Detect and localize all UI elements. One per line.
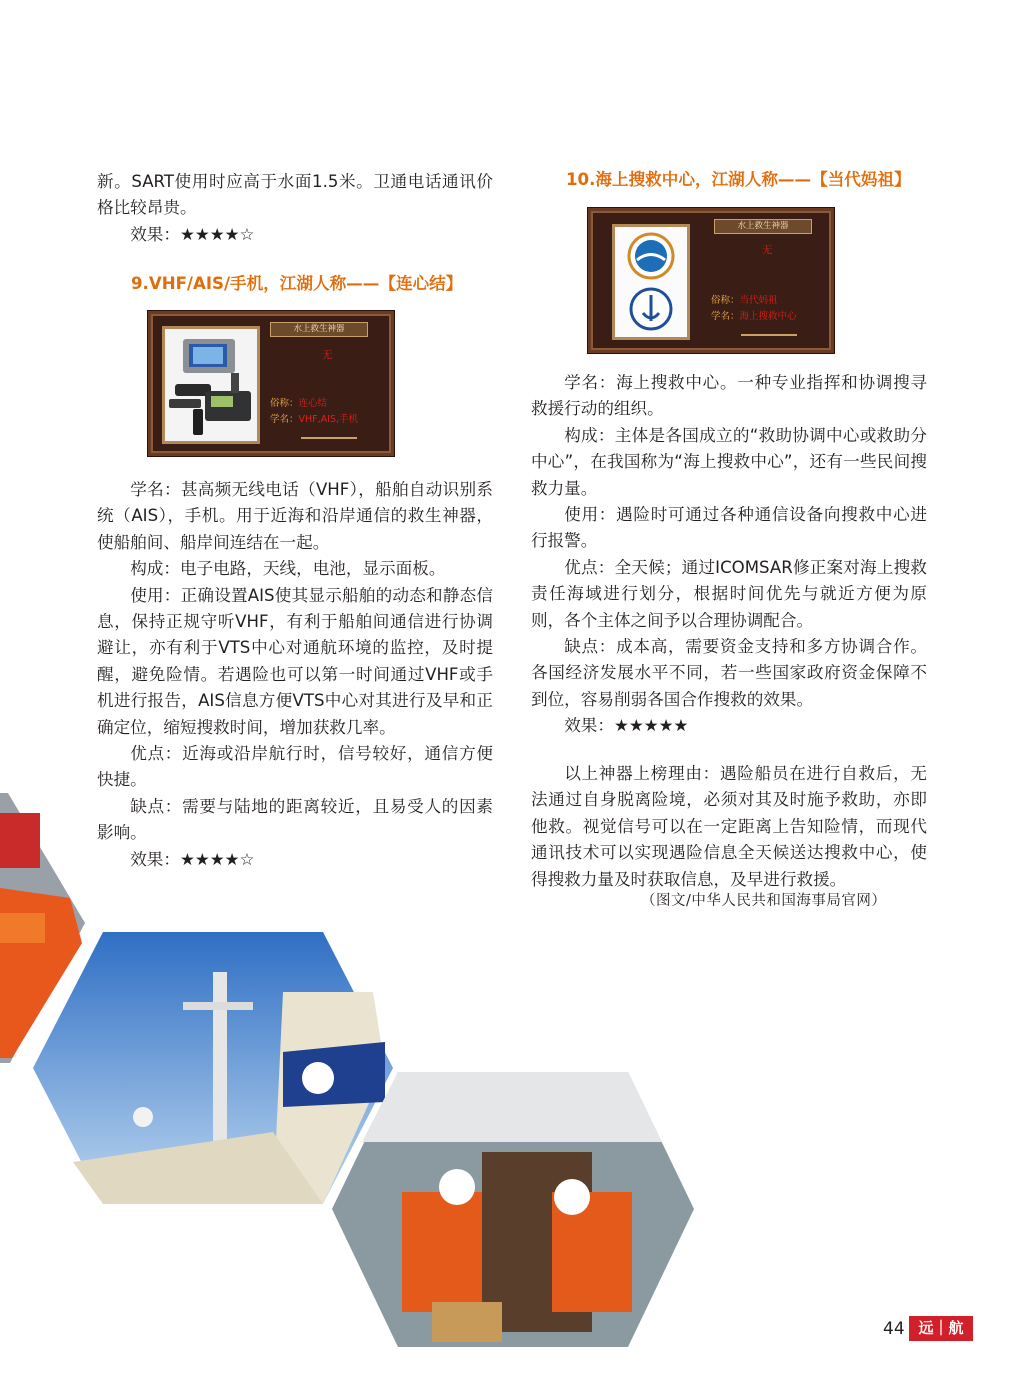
card-9-red-mark: 无 xyxy=(322,349,333,361)
paragraph: 构成：主体是各国成立的“救助协调中心或救助分中心”，在我国称为“海上搜救中心”，还有一些民间搜救力量。 xyxy=(531,425,927,498)
radio-devices-photo xyxy=(162,326,260,444)
card-10-ornament xyxy=(741,334,797,336)
card-9-sign: 水上救生神器 xyxy=(270,322,368,337)
page-number: 44 xyxy=(883,1319,905,1339)
left-body xyxy=(97,477,493,873)
paragraph: 缺点：需要与陆地的距离较近，且易受人的因素影响。 xyxy=(97,796,493,843)
card-9-name: 学名：VHF,AIS,手机 xyxy=(270,414,358,425)
card-10-alias: 俗称：当代妈祖 xyxy=(711,295,778,306)
paragraph: 使用：遇险时可通过各种通信设备向搜救中心进行报警。 xyxy=(531,505,927,551)
paragraph: 构成：电子电路，天线，电池，显示面板。 xyxy=(130,559,446,579)
paragraph: 使用：正确设置AIS使其显示船舶的动态和静态信息，保持正规守听VHF，有利于船舶间通信进行协调避让，亦有利于VTS中心对通航环境的监控，及时提醒，避免险情。若遇险也可以第一时间通过VHF或手机进行报告，AIS信息方便VTS中心对其进行及早和正确定位，缩短搜救时间，增加获救几率。 xyxy=(97,585,493,737)
conclusion-block xyxy=(531,761,927,893)
section-10-title: 10.海上搜救中心，江湖人称——【当代妈祖】 xyxy=(566,170,911,189)
card-10-name: 学名：海上搜救中心 xyxy=(711,311,797,322)
image-credit: （图文/中华人民共和国海事局官网） xyxy=(641,893,887,909)
logos-photo xyxy=(612,224,690,340)
msa-logo-icon xyxy=(615,227,687,337)
card-10-sign: 水上救生神器 xyxy=(714,219,812,234)
crew-deck-photo xyxy=(332,1072,694,1347)
card-9-ornament xyxy=(301,437,357,439)
card-9-illustration xyxy=(148,311,394,456)
magazine-logo: 远｜航 xyxy=(909,1316,973,1341)
left-column xyxy=(97,169,493,248)
paragraph: 优点：全天候；通过ICOMSAR修正案对海上搜救责任海域进行划分，根据时间优先与就近方便为原则，各个主体之间予以合理协调配合。 xyxy=(531,557,927,630)
card-9-alias: 俗称：连心结 xyxy=(270,398,328,409)
vhf-ais-phone-icon xyxy=(165,329,257,441)
rating: 效果：★★★★★ xyxy=(564,716,689,736)
card-10-red-mark: 无 xyxy=(762,244,773,256)
conclusion-paragraph: 以上神器上榜理由：遇险船员在进行自救后，无法通过自身脱离险境，必须对其及时施予救助，亦即他救。视觉信号可以在一定距离上告知险情，而现代通讯技术可以实现遇险信息全天候送达搜救中心，使得搜救力量及时获取信息，及早进行救援。 xyxy=(531,764,927,889)
section-9-title: 9.VHF/AIS/手机，江湖人称——【连心结】 xyxy=(131,274,463,293)
paragraph: 学名：海上搜救中心。一种专业指挥和协调搜寻救援行动的组织。 xyxy=(531,373,927,419)
intro-rating: 效果：★★★★☆ xyxy=(130,224,255,244)
paragraph: 学名：甚高频无线电话（VHF），船舶自动识别系统（AIS），手机。用于近海和沿岸通信的救生神器，使船舶间、船岸间连结在一起。 xyxy=(97,480,493,552)
right-body xyxy=(531,370,927,740)
rating: 效果：★★★★☆ xyxy=(130,849,255,869)
paragraph: 缺点：成本高，需要资金支持和多方协调合作。各国经济发展水平不同，若一些国家政府资金保障不到位，容易削弱各国合作搜救的效果。 xyxy=(531,637,927,709)
card-10-illustration xyxy=(588,208,834,353)
intro-paragraph: 新。SART使用时应高于水面1.5米。卫通电话通讯价格比较昂贵。 xyxy=(97,172,493,218)
paragraph: 优点：近海或沿岸航行时，信号较好，通信方便快捷。 xyxy=(97,744,493,790)
